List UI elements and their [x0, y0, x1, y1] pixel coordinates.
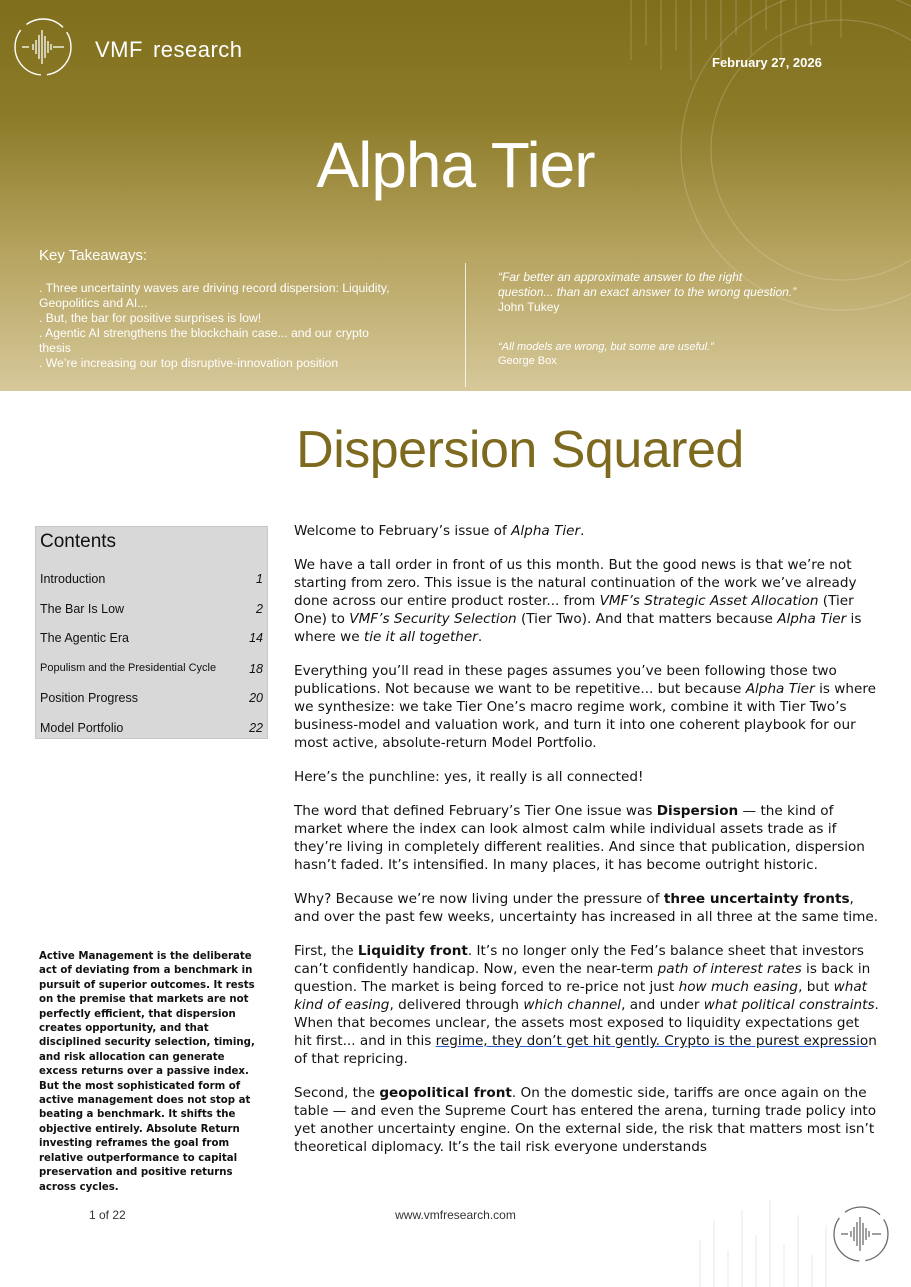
text-run-italic: Alpha Tier	[745, 681, 815, 697]
toc-item-the-agentic-era[interactable]	[40, 631, 263, 651]
quote-text: “All models are wrong, but some are useful.”	[498, 341, 714, 353]
paragraph-tall-order	[294, 556, 879, 646]
text-run: .	[477, 629, 483, 645]
text-run: n of that repricing.	[294, 1033, 877, 1067]
text-run: Everything you’ll read in these pages assumes you’ve been following those two publications. Not because we want to be repetitive... but because	[294, 663, 837, 697]
toc-item-introduction[interactable]	[40, 572, 263, 592]
text-run-bold: Dispersion	[656, 803, 739, 819]
key-takeaway-item: . Three uncertainty waves are driving record dispersion: Liquidity, Geopolitics and AI...	[39, 281, 390, 310]
text-run: (Tier One) to	[294, 593, 854, 627]
issue-date: February 27, 2026	[712, 55, 822, 70]
text-run: — the kind of market where the index can look almost calm while individual assets trade as if they’re living in completely different realities. And since that publication, dispersion hasn’t faded. It’s intensified. In many places, it has become outright historic.	[294, 803, 865, 873]
toc-page-number: 1	[256, 572, 263, 586]
article-title: Dispersion Squared	[296, 421, 744, 479]
header-banner	[0, 0, 911, 391]
paragraph-welcome	[294, 522, 879, 540]
text-run: . It’s no longer only the Fed’s balance sheet that investors can’t confidently handicap. Now, even the near-term	[294, 943, 865, 977]
toc-page-number: 18	[249, 662, 263, 676]
toc-item-populism[interactable]	[40, 662, 263, 682]
paragraph-dispersion	[294, 802, 879, 874]
text-run: . On the domestic side, tariffs are once again on the table — and even the Supreme Court has entered the arena, turning trade policy into yet another uncertainty engine. On the external side, the risk that matters most isn’t theoretical diplomacy. It’s the tail risk everyone understands	[294, 1085, 877, 1155]
header-divider	[465, 263, 466, 387]
text-run-italic: what political constraints	[703, 997, 875, 1013]
text-run-italic: tie it all together	[363, 629, 478, 645]
toc-item-model-portfolio[interactable]	[40, 721, 263, 741]
text-run: is back in question. The market is being forced to re-price not just	[294, 961, 871, 995]
brand-prefix: VMF	[95, 37, 143, 62]
toc-label: Populism and the Presidential Cycle	[40, 662, 217, 674]
text-run: . When that becomes unclear, the assets most exposed to liquidity expectations get hit first... and in this	[294, 997, 879, 1049]
text-run: , delivered through	[389, 997, 524, 1013]
key-takeaways-list	[39, 281, 399, 371]
text-run: First, the	[294, 943, 358, 959]
quote-tukey	[498, 270, 798, 315]
active-management-note: Active Management is the deliberate act of deviating from a benchmark in pursuit of superior outcomes. It rests on the premise that markets are not perfectly efficient, that dispersion creates opportunity, and that disciplined security selection, timing, and risk allocation can generate excess returns over a passive index. But the most sophisticated form of active management does not stop at beating a benchmark. It shifts the objective entirely. Absolute Return investing reframes the goal from relative outperformance to capital preservation and positive returns across cycles.	[39, 951, 255, 1193]
text-run: Why? Because we’re now living under the pressure of	[294, 891, 664, 907]
text-run: .	[580, 523, 585, 539]
toc-page-number: 22	[249, 721, 263, 735]
text-run-italic: VMF’s Security Selection	[349, 611, 517, 627]
crypto-link[interactable]: regime, they don’t get hit gently. Crypto is the purest expressio	[435, 1033, 869, 1049]
quote-author: John Tukey	[498, 300, 560, 314]
quote-author: George Box	[498, 355, 557, 367]
brand-logo-icon	[12, 16, 74, 78]
text-run: , and over the past few weeks, uncertainty has increased in all three at the same time.	[294, 891, 879, 925]
key-takeaway-item: . We’re increasing our top disruptive-innovation position	[39, 356, 339, 370]
text-run-italic: what kind of easing	[294, 979, 868, 1013]
key-takeaway-item: . But, the bar for positive surprises is low!	[39, 311, 262, 325]
text-run-bold: geopolitical front	[379, 1085, 512, 1101]
key-takeaways-heading: Key Takeaways:	[39, 247, 148, 264]
quote-box	[498, 340, 798, 368]
brand-suffix: research	[152, 37, 243, 62]
toc-label: The Bar Is Low	[40, 602, 125, 616]
text-run: is where we synthesize: we take Tier One’s macro regime work, combine it with Tier Two’s business-model and valuation work, and turn it into one coherent playbook for our most active, absolute-return Model Portfolio.	[294, 681, 877, 751]
publication-title: Alpha Tier	[316, 129, 595, 201]
text-run-bold: Liquidity front	[357, 943, 468, 959]
text-run: Second, the	[294, 1085, 380, 1101]
toc-page-number: 20	[249, 691, 263, 705]
page-number: 1 of 22	[89, 1208, 126, 1222]
article-body	[294, 522, 879, 1172]
text-run-italic: Alpha Tier	[511, 523, 581, 539]
toc-label: Introduction	[40, 572, 106, 586]
text-run: is where we	[294, 611, 862, 645]
brand-name	[95, 37, 243, 63]
brand-logo-icon	[830, 1203, 892, 1265]
paragraph-punchline: Here’s the punchline: yes, it really is all connected!	[294, 769, 644, 785]
text-run-italic: path of interest rates	[657, 961, 802, 977]
toc-page-number: 14	[249, 631, 263, 645]
toc-item-the-bar-is-low[interactable]	[40, 602, 263, 622]
table-of-contents	[35, 526, 268, 739]
text-run: Welcome to February’s issue of	[294, 523, 512, 539]
toc-label: The Agentic Era	[40, 631, 129, 645]
text-run: , and under	[621, 997, 704, 1013]
paragraph-geopolitical-front	[294, 1084, 879, 1156]
toc-label: Model Portfolio	[40, 721, 124, 735]
key-takeaway-item: . Agentic AI strengthens the blockchain case... and our crypto thesis	[39, 326, 369, 355]
paragraph-synthesis	[294, 662, 879, 752]
toc-item-position-progress[interactable]	[40, 691, 263, 711]
paragraph-three-fronts	[294, 890, 879, 926]
website-url[interactable]: www.vmfresearch.com	[395, 1208, 516, 1222]
text-run: , but	[798, 979, 834, 995]
text-run: (Tier Two). And that matters because	[516, 611, 778, 627]
text-run-italic: Alpha Tier	[777, 611, 847, 627]
toc-label: Position Progress	[40, 691, 138, 705]
text-run-italic: VMF’s Strategic Asset Allocation	[599, 593, 819, 609]
text-run: The word that defined February’s Tier One issue was	[294, 803, 657, 819]
quote-text: “Far better an approximate answer to the right question... than an exact answer to the wrong question.”	[498, 270, 797, 299]
text-run: We have a tall order in front of us this month. But the good news is that we’re not starting from zero. This issue is the natural continuation of the work we’ve already done across our entire product roster... from	[294, 557, 857, 609]
contents-heading: Contents	[40, 531, 117, 552]
text-run-bold: three uncertainty fronts	[663, 891, 850, 907]
text-run-italic: which channel	[523, 997, 622, 1013]
paragraph-liquidity-front	[294, 942, 879, 1068]
toc-page-number: 2	[256, 602, 263, 616]
text-run-italic: how much easing	[678, 979, 799, 995]
